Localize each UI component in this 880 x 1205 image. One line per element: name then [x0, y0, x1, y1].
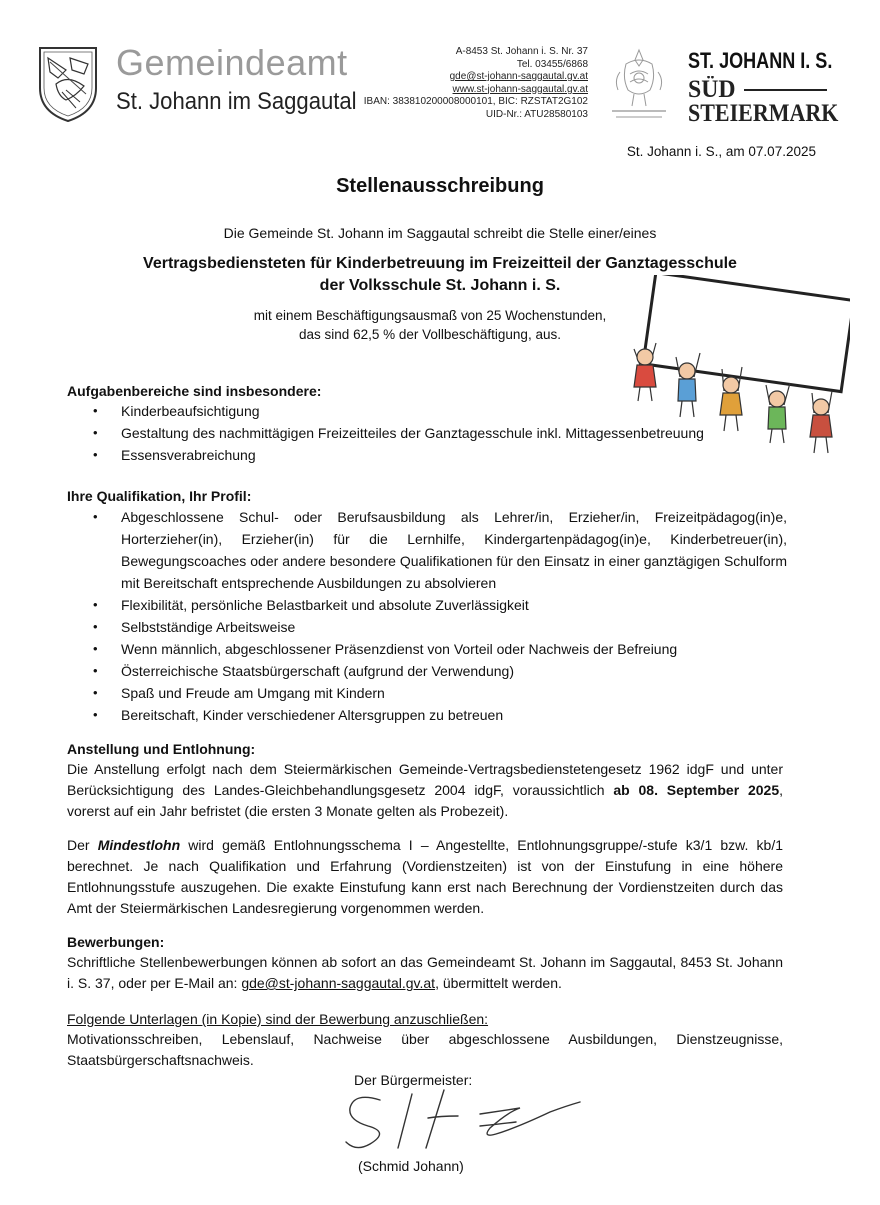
- profile-heading: Ihre Qualifikation, Ihr Profil:: [67, 488, 252, 504]
- org-name: Gemeindeamt: [116, 42, 348, 83]
- wage-prefix: Der: [67, 837, 98, 853]
- employment-text: [67, 759, 783, 822]
- coat-of-arms-icon: [36, 44, 100, 124]
- extent-line-2: das sind 62,5 % der Vollbeschäftigung, aus.: [299, 327, 561, 342]
- employment-heading: Anstellung und Entlohnung:: [67, 741, 256, 757]
- region-divider: [744, 89, 827, 91]
- position-line-2: der Volksschule St. Johann i. S.: [319, 277, 561, 294]
- tasks-list: [67, 400, 807, 466]
- contact-uid: UID-Nr.: ATU28580103: [485, 108, 588, 120]
- applications-text-part: , übermittelt werden.: [435, 975, 562, 991]
- contact-email-link[interactable]: gde@st-johann-saggautal.gv.at: [449, 71, 588, 82]
- documents-heading-text: Folgende Unterlagen (in Kopie) sind der Bewerbung anzuschließen:: [67, 1011, 489, 1027]
- list-item: • Gestaltung des nachmittägigen Freizeitteiles der Ganztagesschule inkl. Mittagessenbetreuung: [67, 422, 807, 444]
- profile-list: [67, 506, 787, 726]
- page-title: Stellenausschreibung: [336, 175, 544, 197]
- position-line-1: Vertragsbediensteten für Kinderbetreuung im Freizeitteil der Ganztagesschule: [143, 255, 737, 272]
- wage-text-part: wird gemäß Entlohnungsschema I – Angestellte, Entlohnungsgruppe/-stufe k3/1 bzw. kb/1 berechnet. Je nach Qualifikation und Erfahrung (Vordienstzeiten) ist von der Einstufung in eine höhere Entlohnungsstufe auszugehen. Die exakte Einstufung kann erst nach Berechnung der Vordienstzeiten durch das Amt der Steiermärkischen Landesregierung vorgenommen werden.: [67, 837, 783, 916]
- employment-text-part: , vorerst auf ein Jahr befristet (die ersten 3 Monate gelten als Probezeit).: [67, 782, 783, 819]
- list-item: • Kinderbeaufsichtigung: [67, 400, 807, 422]
- signature-scribble: [340, 1086, 590, 1156]
- tasks-heading: Aufgabenbereiche sind insbesondere:: [67, 383, 322, 399]
- list-item: • Abgeschlossene Schul- oder Berufsausbildung als Lehrer/in, Erzieher/in, Freizeitpädagog(in)e, Horterzieher(in), Erzieher(in) für die Lernhilfe, Kindergartenpädagog(in)e, Kinderbetreuer(in), Bewegungscoaches oder andere besondere Qualifikationen für den Einsatz in einer ganztägigen Schulform mit Bereitschaft entsprechende Ausbildungen zu absolvieren: [67, 506, 787, 594]
- list-item: • Flexibilität, persönliche Belastbarkeit und absolute Zuverlässigkeit: [67, 594, 787, 616]
- mayor-name: (Schmid Johann): [358, 1158, 464, 1174]
- region-steiermark: STEIERMARK: [688, 100, 839, 127]
- region-sud: SÜD: [688, 76, 736, 103]
- applications-text-part: Schriftliche Stellenbewerbungen können ab sofort an das Gemeindeamt St. Johann im Saggautal, 8453 St. Johann i. S. 37, oder per E-Mail an:: [67, 954, 783, 991]
- document-date: St. Johann i. S., am 07.07.2025: [626, 144, 816, 159]
- applications-heading: Bewerbungen:: [67, 934, 165, 950]
- contact-website-link[interactable]: www.st-johann-saggautal.gv.at: [452, 83, 588, 95]
- org-subtitle: St. Johann im Saggautal: [116, 88, 357, 115]
- documents-heading: [67, 1011, 488, 1027]
- list-item: • Bereitschaft, Kinder verschiedener Altersgruppen zu betreuen: [67, 704, 787, 726]
- region-badge-icon: [606, 44, 672, 126]
- intro-text: Die Gemeinde St. Johann im Saggautal schreibt die Stelle einer/eines: [223, 225, 657, 241]
- wage-term: Mindestlohn: [97, 837, 181, 853]
- list-item: • Selbstständige Arbeitsweise: [67, 616, 787, 638]
- contact-block: [364, 46, 588, 121]
- documents-text: Motivationsschreiben, Lebenslauf, Nachweise über abgeschlossene Ausbildungen, Dienstzeugnisse, Staatsbürgerschaftsnachweis.: [67, 1031, 783, 1068]
- employment-extent: [220, 306, 640, 344]
- list-item: • Wenn männlich, abgeschlossener Präsenzdienst von Vorteil oder Nachweis der Befreiung: [67, 638, 787, 660]
- signature-label: Der Bürgermeister:: [354, 1072, 473, 1088]
- contact-address: A-8453 St. Johann i. S. Nr. 37: [455, 46, 588, 57]
- wage-text: [67, 835, 783, 919]
- employment-text-part: Die Anstellung erfolgt nach dem Steiermärkischen Gemeinde-Vertragsbedienstetengesetz 1962 idgF und unter Berücksichtigung des Landes-Gleichbehandlungsgesetz 2004 idgF, voraussichtlich: [67, 761, 783, 798]
- list-item: • Spaß und Freude am Umgang mit Kindern: [67, 682, 787, 704]
- extent-line-1: mit einem Beschäftigungsausmaß von 25 Wochenstunden,: [253, 308, 607, 323]
- list-item: • Essensverabreichung: [67, 444, 807, 466]
- applications-text: [67, 952, 783, 994]
- region-logo: [688, 48, 839, 128]
- contact-bank: IBAN: 383810200008000101, BIC: RZSTAT2G102: [363, 96, 588, 107]
- region-title: ST. JOHANN I. S.: [688, 48, 833, 73]
- application-email-link[interactable]: gde@st-johann-saggautal.gv.at: [241, 975, 436, 991]
- employment-start-date: ab 08. September 2025: [613, 782, 780, 798]
- contact-phone: Tel. 03455/6868: [516, 58, 588, 70]
- list-item: • Österreichische Staatsbürgerschaft (aufgrund der Verwendung): [67, 660, 787, 682]
